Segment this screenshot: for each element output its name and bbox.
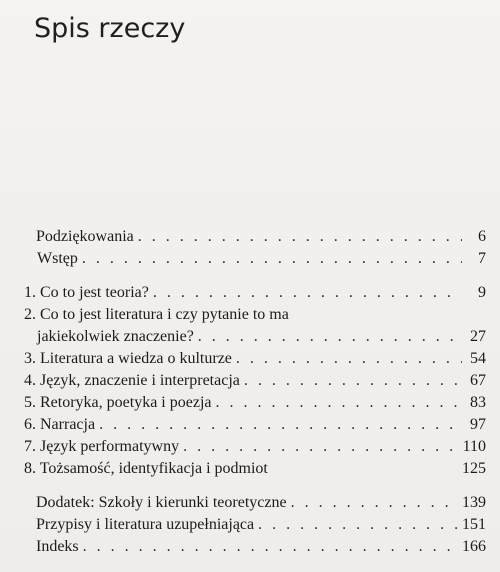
dot-leader [236,348,462,370]
toc-page-number: 139 [462,494,486,511]
toc-entry-label: 8. Tożsamość, identyfikacja i podmiot [24,460,268,477]
toc-entry-chapter-3 [24,348,486,370]
toc-entry-index [36,536,486,558]
toc-page-number: 110 [462,438,486,455]
toc-entry-chapter-4 [24,370,486,392]
toc-page-number: 97 [470,416,486,433]
toc-page-number: 151 [462,516,486,533]
toc-page-number: 67 [470,372,486,389]
toc-entry-chapter-2-line-1: 2. Co to jest literatura i czy pytanie to ma [24,306,289,323]
toc-page-number: 27 [470,328,486,345]
dot-leader [99,414,462,436]
toc-entry-label: Wstęp [37,250,78,267]
toc-entry-label: Dodatek: Szkoły i kierunki teoretyczne [36,494,287,511]
toc-entry-label: 4. Język, znaczenie i interpretacja [24,372,240,389]
toc-page-number: 54 [470,350,486,367]
toc-entry-label-continuation: jakiekolwiek znaczenie? [37,328,194,345]
toc-entry-chapter-1 [24,282,486,304]
toc-entry-label: 7. Język performatywny [24,438,180,455]
dot-leader [198,326,462,348]
toc-page-number: 83 [470,394,486,411]
toc-page-number: 7 [478,250,486,267]
dot-leader [216,392,463,414]
toc-page-number: 9 [478,284,486,301]
toc-entry-label: 3. Literatura a wiedza o kulturze [24,350,232,367]
toc-entry-notes [36,514,486,536]
toc-entry-label: 5. Retoryka, poetyka i poezja [24,394,212,411]
dot-leader [82,248,462,270]
dot-leader [153,282,462,304]
toc-entry-appendix [36,492,486,514]
toc-entry-label: Podziękowania [36,228,134,245]
toc-entry-chapter-5 [24,392,486,414]
toc-entry-label: 6. Narracja [24,416,96,433]
toc-entry-acknowledgements [36,226,486,248]
toc-entry-introduction [37,248,486,270]
page-title: Spis rzeczy [34,13,186,44]
toc-entry-label: Przypisy i literatura uzupełniająca [36,516,255,533]
toc-entry-chapter-7 [24,436,486,458]
toc-page-number: 6 [478,228,486,245]
dot-leader [138,226,462,248]
toc-entry-chapter-6 [24,414,486,436]
toc-entry-chapter-8 [24,458,486,480]
toc-entry-chapter-2 [37,326,486,348]
dot-leader [244,370,462,392]
toc-entry-label: Indeks [36,538,79,555]
dot-leader [291,492,458,514]
toc-page-number: 166 [462,538,486,555]
dot-leader [183,436,459,458]
toc-page-number: 125 [462,460,486,477]
dot-leader [83,536,458,558]
dot-leader [258,514,458,536]
toc-entry-label: 1. Co to jest teoria? [24,284,149,301]
